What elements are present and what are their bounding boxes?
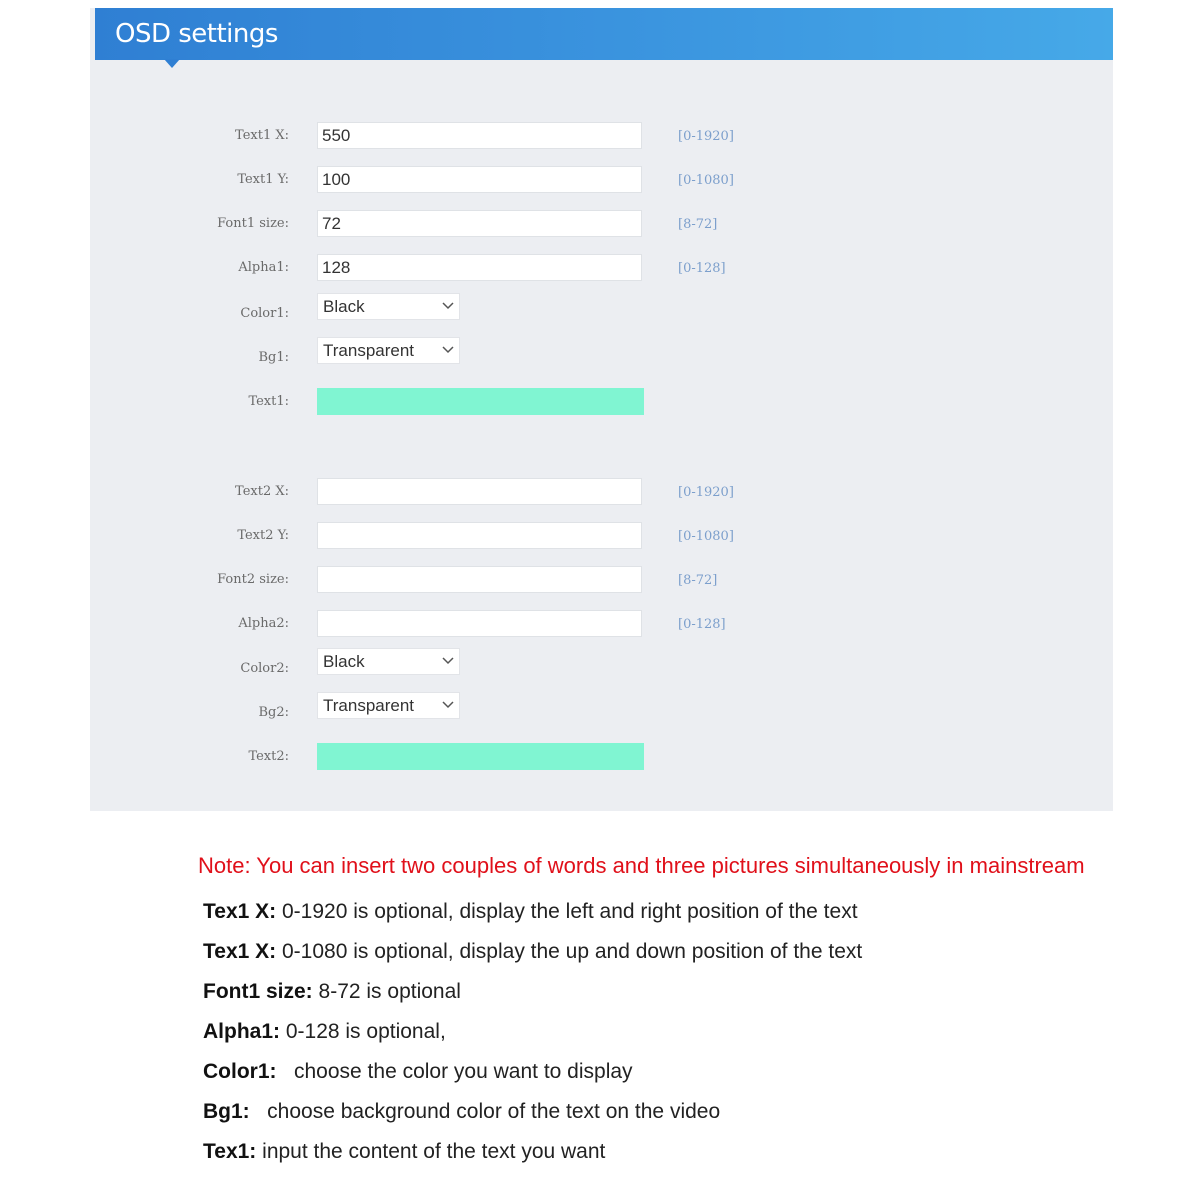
chevron-down-icon bbox=[441, 654, 455, 668]
text2-x-label: Text2 X: bbox=[235, 484, 289, 499]
bg2-select-value: Transparent bbox=[323, 696, 415, 715]
desc-term: Bg1: bbox=[203, 1100, 250, 1123]
chevron-down-icon bbox=[441, 698, 455, 712]
desc-text: 0-128 is optional, bbox=[280, 1020, 446, 1043]
row-alpha2 bbox=[150, 610, 850, 640]
text1-input[interactable] bbox=[317, 388, 644, 415]
desc-line bbox=[203, 980, 461, 1004]
text1-y-label: Text1 Y: bbox=[237, 172, 289, 187]
color2-select[interactable] bbox=[317, 648, 460, 675]
bg1-select[interactable] bbox=[317, 337, 460, 364]
desc-line bbox=[203, 1140, 605, 1164]
desc-term: Tex1: bbox=[203, 1140, 257, 1163]
text1-x-label: Text1 X: bbox=[235, 128, 289, 143]
row-color2 bbox=[150, 648, 850, 678]
text2-label: Text2: bbox=[248, 749, 289, 764]
row-font2-size bbox=[150, 566, 850, 596]
text1-label: Text1: bbox=[248, 394, 289, 409]
desc-text: 0-1080 is optional, display the up and down position of the text bbox=[276, 940, 863, 963]
text1-x-range: [0-1920] bbox=[678, 129, 734, 144]
row-color1 bbox=[150, 293, 850, 323]
desc-text: 0-1920 is optional, display the left and right position of the text bbox=[276, 900, 858, 923]
bg2-label: Bg2: bbox=[258, 705, 289, 720]
desc-text: choose the color you want to display bbox=[276, 1060, 633, 1083]
font1-size-range: [8-72] bbox=[678, 217, 718, 232]
alpha2-range: [0-128] bbox=[678, 617, 726, 632]
desc-line bbox=[203, 940, 862, 964]
color2-label: Color2: bbox=[240, 661, 289, 676]
font2-size-range: [8-72] bbox=[678, 573, 718, 588]
font1-size-input[interactable] bbox=[317, 210, 642, 237]
font1-size-label: Font1 size: bbox=[217, 216, 289, 231]
desc-term: Alpha1: bbox=[203, 1020, 281, 1043]
panel-header bbox=[95, 8, 1113, 60]
row-alpha1 bbox=[150, 254, 850, 284]
desc-text: 8-72 is optional bbox=[312, 980, 461, 1003]
alpha2-input[interactable] bbox=[317, 610, 642, 637]
row-text1 bbox=[150, 388, 850, 418]
alpha1-range: [0-128] bbox=[678, 261, 726, 276]
desc-line bbox=[203, 1020, 446, 1044]
text2-y-input[interactable] bbox=[317, 522, 642, 549]
text2-input[interactable] bbox=[317, 743, 644, 770]
bg1-label: Bg1: bbox=[258, 350, 289, 365]
row-font1-size bbox=[150, 210, 850, 240]
alpha1-label: Alpha1: bbox=[238, 260, 289, 275]
row-text1-y bbox=[150, 166, 850, 196]
text2-x-range: [0-1920] bbox=[678, 485, 734, 500]
row-text2-y bbox=[150, 522, 850, 552]
desc-term: Tex1 X: bbox=[203, 940, 277, 963]
row-text1-x bbox=[150, 122, 850, 152]
font2-size-label: Font2 size: bbox=[217, 572, 289, 587]
text2-y-label: Text2 Y: bbox=[237, 528, 289, 543]
row-text2-x bbox=[150, 478, 850, 508]
desc-term: Color1: bbox=[203, 1060, 277, 1083]
color2-select-value: Black bbox=[323, 652, 365, 671]
text1-y-range: [0-1080] bbox=[678, 173, 734, 188]
text1-y-input[interactable] bbox=[317, 166, 642, 193]
desc-text: input the content of the text you want bbox=[256, 1140, 606, 1163]
bg2-select[interactable] bbox=[317, 692, 460, 719]
desc-term: Font1 size: bbox=[203, 980, 313, 1003]
bg1-select-value: Transparent bbox=[323, 341, 415, 360]
desc-term: Tex1 X: bbox=[203, 900, 277, 923]
text1-x-input[interactable] bbox=[317, 122, 642, 149]
desc-line bbox=[203, 1060, 633, 1084]
chevron-down-icon bbox=[441, 343, 455, 357]
desc-text: choose background color of the text on the video bbox=[249, 1100, 721, 1123]
row-bg1 bbox=[150, 337, 850, 367]
text2-y-range: [0-1080] bbox=[678, 529, 734, 544]
font2-size-input[interactable] bbox=[317, 566, 642, 593]
header-notch bbox=[164, 59, 180, 68]
panel-title: OSD settings bbox=[115, 19, 278, 49]
row-text2 bbox=[150, 743, 850, 773]
chevron-down-icon bbox=[441, 299, 455, 313]
desc-line bbox=[203, 1100, 720, 1124]
row-bg2 bbox=[150, 692, 850, 722]
color1-label: Color1: bbox=[240, 306, 289, 321]
color1-select-value: Black bbox=[323, 297, 365, 316]
text2-x-input[interactable] bbox=[317, 478, 642, 505]
note-text: Note: You can insert two couples of words and three pictures simultaneously in mainstream bbox=[198, 853, 1085, 878]
desc-line bbox=[203, 900, 858, 924]
alpha2-label: Alpha2: bbox=[238, 616, 289, 631]
color1-select[interactable] bbox=[317, 293, 460, 320]
alpha1-input[interactable] bbox=[317, 254, 642, 281]
